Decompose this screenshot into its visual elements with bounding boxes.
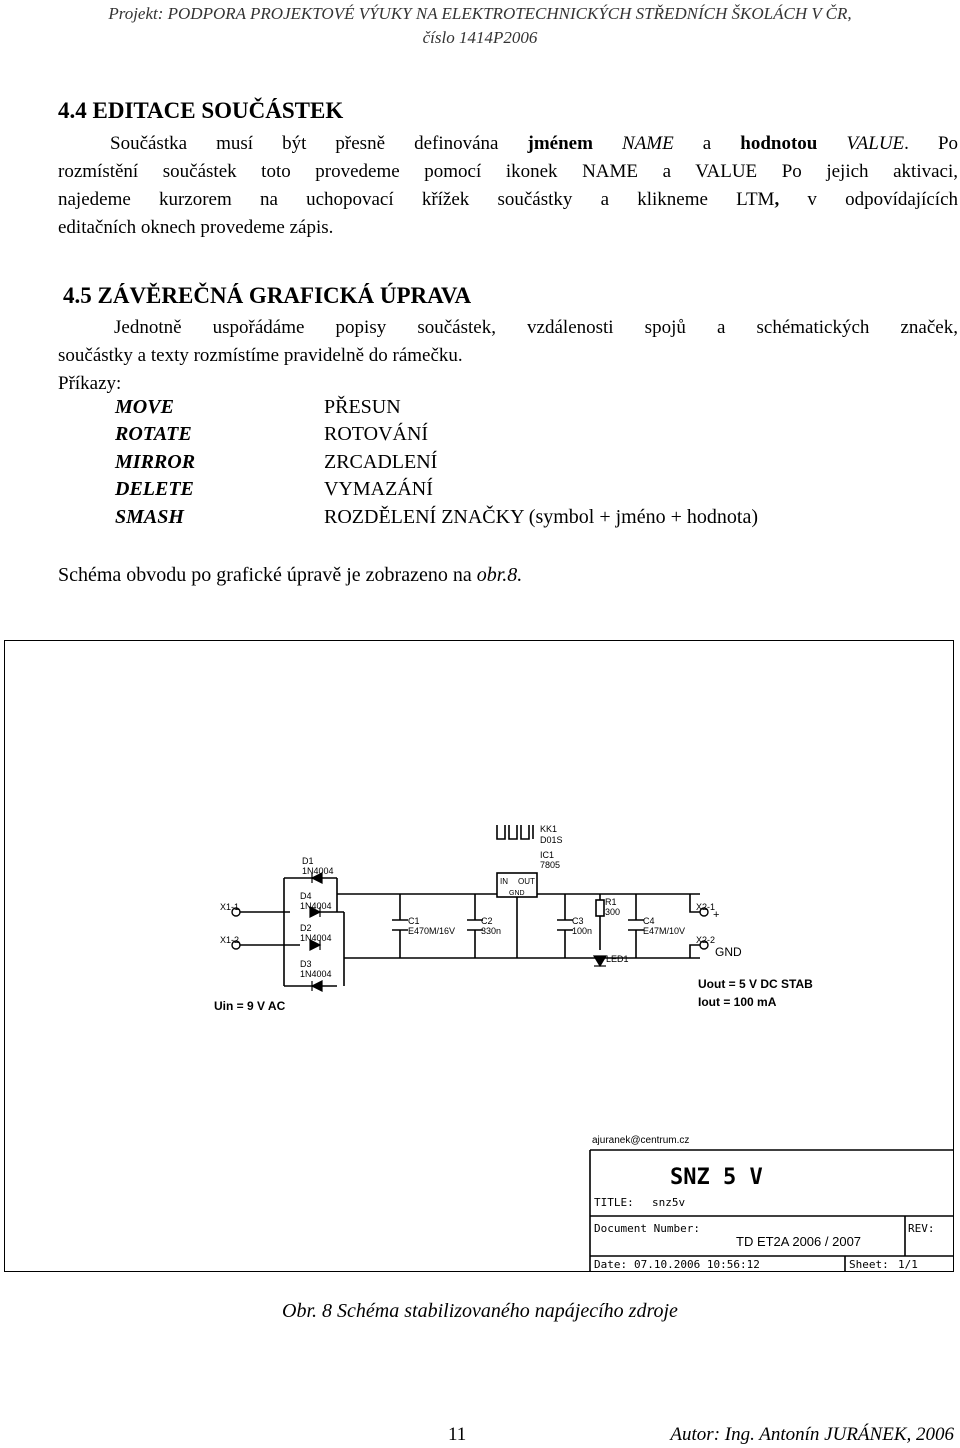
title-block-date-label: Date: [594,1258,628,1271]
title-block-sheet-label: Sheet: [849,1258,889,1271]
label-ic-gnd: GND [509,890,525,897]
label-x2-2: X2-2 [696,935,716,945]
section-4-5-title: 4.5 ZÁVĚREČNÁ GRAFICKÁ ÚPRAVA [63,283,472,308]
page-number: 11 [448,1424,467,1445]
label-c2: C2 [481,916,493,926]
command-name: ROTATE [115,423,192,445]
heatsink-symbol [497,825,533,839]
label-led1: LED1 [606,954,629,964]
label-x2-1-plus: + [713,909,720,921]
label-d3: D3 [300,959,312,969]
capacitor-c4 [628,894,644,958]
command-name: DELETE [115,478,194,500]
command-desc: ZRCADLENÍ [324,451,438,473]
label-x2-2-gnd: GND [715,945,742,959]
capacitor-c1 [392,894,408,958]
commands-label: Příkazy: [58,373,122,394]
label-input-voltage: Uin = 9 V AC [214,999,286,1013]
label-d2-value: 1N4004 [300,933,332,943]
label-output-voltage: Uout = 5 V DC STAB [698,977,813,991]
header-number-line: číslo 1414P2006 [422,28,538,47]
command-desc: PŘESUN [324,396,401,418]
section-4-5-line-1: Jednotně uspořádáme popisy součástek, vzdálenosti spojů a schématických značek, [114,317,958,338]
title-block [590,1150,954,1272]
title-block-docnum-value: TD ET2A 2006 / 2007 [736,1234,862,1249]
label-c4: C4 [643,916,655,926]
label-r1-value: 300 [605,907,621,917]
section-4-4-line-4: editačních oknech provedeme zápis. [58,217,334,238]
command-desc: ROTOVÁNÍ [324,423,429,445]
label-ic-out: OUT [518,877,535,886]
figure-reference-sentence: Schéma obvodu po grafické úpravě je zobrazeno na obr.8. [58,564,523,586]
title-block-email: ajuranek@centrum.cz [592,1135,690,1146]
label-d2: D2 [300,923,312,933]
command-name: MIRROR [115,451,196,473]
resistor-r1 [596,900,604,916]
title-block-docnum-label: Document Number: [594,1222,700,1235]
header-project-line: Projekt: PODPORA PROJEKTOVÉ VÝUKY NA ELEKTROTECHNICKÝCH STŘEDNÍCH ŠKOLÁCH V ČR, [108,4,852,23]
title-block-title: SNZ 5 V [670,1165,763,1190]
label-kk1: KK1 [540,824,558,834]
title-block-rev-label: REV: [908,1222,935,1235]
command-name: SMASH [115,506,184,528]
label-d1-value: 1N4004 [302,866,334,876]
section-4-5-line-2: součástky a texty rozmístíme pravidelně do rámečku. [58,345,463,366]
command-name: MOVE [115,396,174,418]
label-kk1-value: D01S [540,835,563,845]
label-ic1-value: 7805 [540,860,561,870]
label-ic-in: IN [500,877,508,886]
led-symbol [594,956,606,966]
capacitor-c3 [557,894,573,958]
section-4-4-line-2: rozmístění součástek toto provedeme pomocí ikonek NAME a VALUE Po jejich aktivaci, [58,161,958,182]
diode-d3 [312,981,322,991]
label-d3-value: 1N4004 [300,969,332,979]
label-x2-1: X2-1 [696,902,716,912]
label-c2-value: 330n [481,926,502,936]
footer-author: Autor: Ing. Antonín JURÁNEK, 2006 [670,1424,954,1445]
command-desc: VYMAZÁNÍ [324,478,433,500]
label-c3-value: 100n [572,926,593,936]
label-d1: D1 [302,856,314,866]
label-c3: C3 [572,916,584,926]
label-x1-1: X1-1 [220,902,240,912]
section-4-4-line-1: Součástka musí být přesně definována jménem NAME a hodnotou VALUE. Po [110,133,959,154]
label-c1: C1 [408,916,420,926]
label-r1: R1 [605,897,617,907]
command-desc: ROZDĚLENÍ ZNAČKY (symbol + jméno + hodnota) [324,506,758,528]
label-d4: D4 [300,891,312,901]
title-block-title-label: TITLE: [594,1196,634,1209]
label-c4-value: E47M/10V [643,926,686,936]
label-ic1: IC1 [540,850,555,860]
section-4-4-line-3: najedeme kurzorem na uchopovací křížek součástky a klikneme LTM, v odpovídajících [58,189,958,210]
label-x1-2: X1-2 [220,935,240,945]
label-d4-value: 1N4004 [300,901,332,911]
title-block-sheet-value: 1/1 [898,1258,918,1271]
section-4-4-title: 4.4 EDITACE SOUČÁSTEK [58,98,344,123]
title-block-title-value: snz5v [652,1196,686,1209]
label-output-current: Iout = 100 mA [698,995,777,1009]
title-block-date-value: 07.10.2006 10:56:12 [634,1258,760,1271]
figure-caption: Obr. 8 Schéma stabilizovaného napájecího zdroje [282,1300,678,1322]
label-c1-value: E470M/16V [408,926,456,936]
